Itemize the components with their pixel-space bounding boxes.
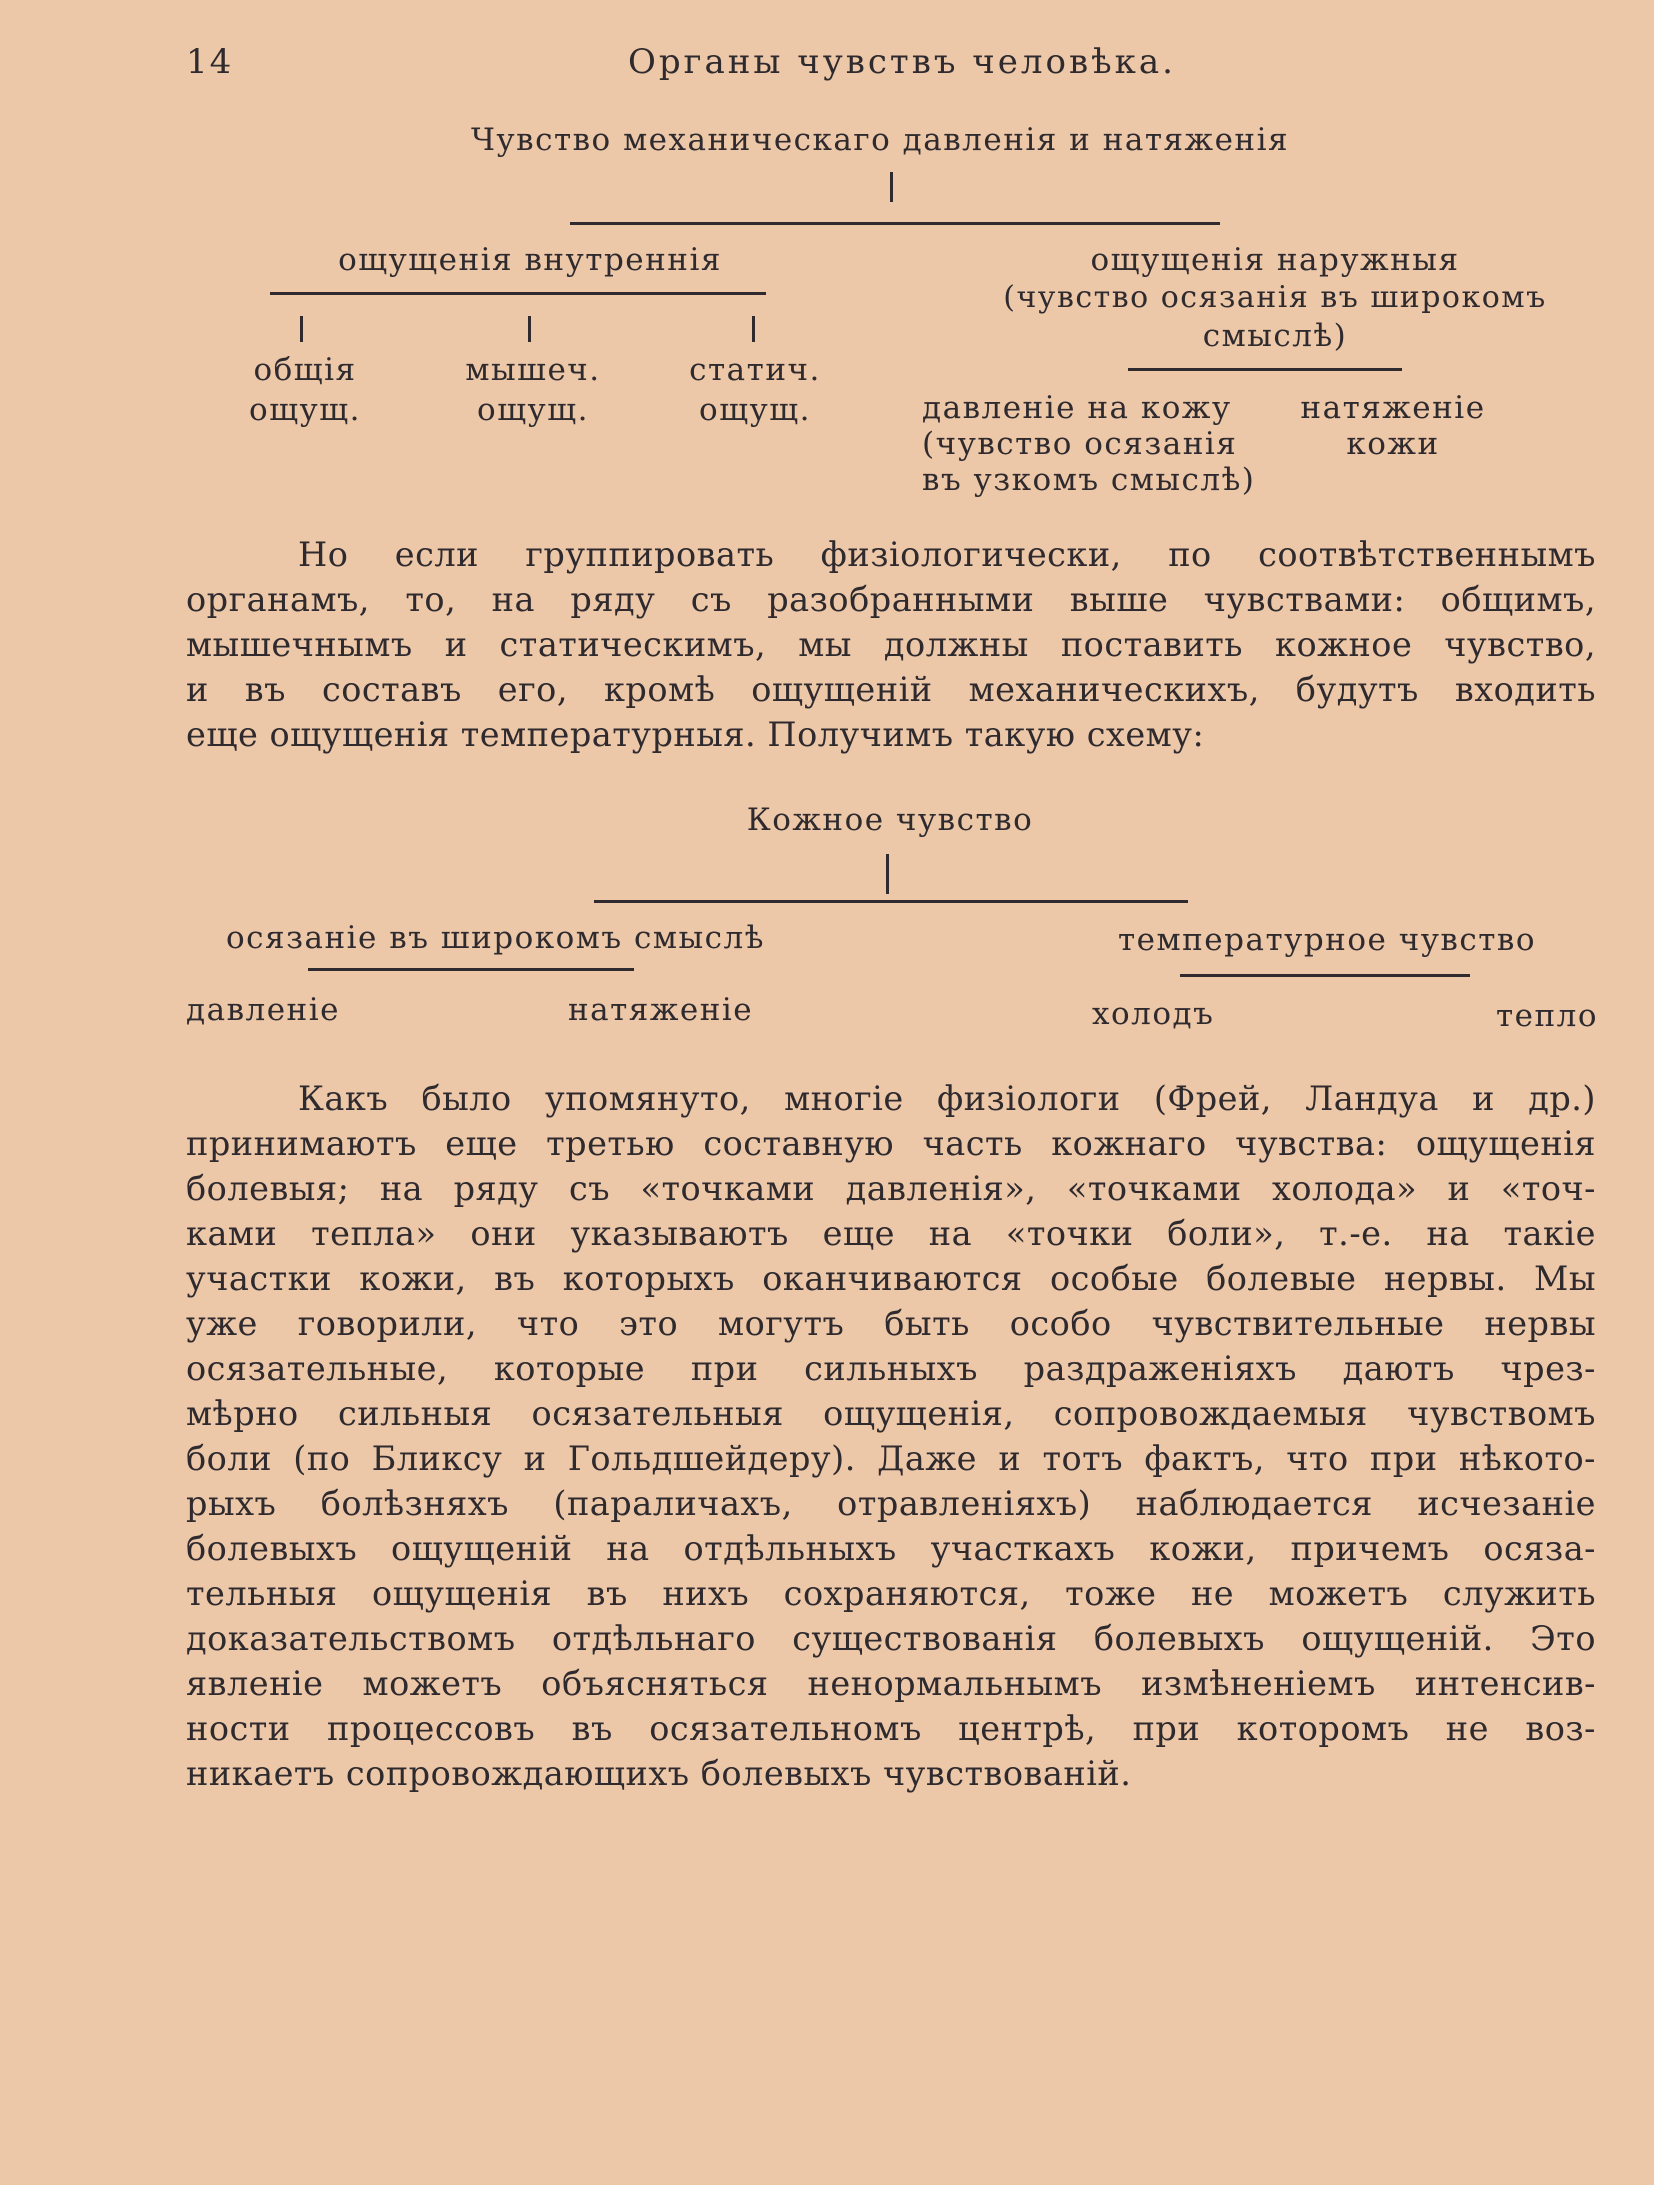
paragraph-line: мѣрно сильныя осязательныя ощущенія, сопровождаемыя чувствомъ bbox=[186, 1394, 1596, 1433]
scheme1-root-bar bbox=[570, 222, 1220, 225]
scheme1-general-2: ощущ. bbox=[249, 392, 361, 428]
scheme1-branch-general bbox=[300, 316, 303, 342]
paragraph-line: Какъ было упомянуто, многіе физіологи (Фрей, Ландуа и др.) bbox=[298, 1079, 1596, 1118]
paragraph-line: органамъ, то, на ряду съ разобранными выше чувствами: общимъ, bbox=[186, 580, 1596, 619]
paragraph-line: участки кожи, въ которыхъ оканчиваются особые болевые нервы. Мы bbox=[186, 1259, 1596, 1298]
scheme1-pressure-1: давленіе на кожу bbox=[922, 390, 1232, 426]
paragraph-1 bbox=[186, 532, 1596, 757]
paragraph-line: принимаютъ еще третью составную часть кожнаго чувства: ощущенія bbox=[186, 1124, 1596, 1163]
scheme1-static-1: статич. bbox=[689, 352, 821, 388]
scheme2-root-bar bbox=[594, 900, 1188, 903]
scheme2-touch: осязаніе въ широкомъ смыслѣ bbox=[226, 920, 765, 956]
paragraph-line: осязательные, которые при сильныхъ раздраженіяхъ даютъ чрез- bbox=[186, 1349, 1596, 1388]
scheme1-root: Чувство механическаго давленія и натяженія bbox=[470, 122, 1290, 158]
scheme2-temperature: температурное чувство bbox=[1118, 922, 1537, 958]
scheme2-temperature-bar bbox=[1180, 974, 1470, 977]
running-title: Органы чувствъ человѣка. bbox=[628, 42, 1176, 82]
scheme1-internal-bar bbox=[270, 292, 766, 295]
scheme1-root-stem bbox=[890, 172, 893, 202]
scheme1-general-1: общія bbox=[253, 352, 357, 388]
scheme2-root: Кожное чувство bbox=[746, 802, 1034, 838]
scheme1-external-3: смыслѣ) bbox=[1202, 318, 1348, 354]
scheme1-pressure-2: (чувство осязанія bbox=[922, 426, 1238, 462]
paragraph-line: мышечнымъ и статическимъ, мы должны поставить кожное чувство, bbox=[186, 625, 1596, 664]
scheme2-root-stem bbox=[886, 854, 889, 894]
scheme2-tension: натяженіе bbox=[568, 992, 754, 1028]
scheme1-external-2: (чувство осязанія въ широкомъ bbox=[1003, 280, 1547, 315]
paragraph-line: еще ощущенія температурныя. Получимъ такую схему: bbox=[186, 715, 1205, 754]
scheme1-branch-muscular bbox=[528, 316, 531, 342]
paragraph-line: болевыхъ ощущеній на отдѣльныхъ участкахъ кожи, причемъ осяза- bbox=[186, 1529, 1596, 1568]
paragraph-line: явленіе можетъ объясняться ненормальнымъ измѣненіемъ интенсив- bbox=[186, 1664, 1596, 1703]
paragraph-line: уже говорили, что это могутъ быть особо чувствительные нервы bbox=[186, 1304, 1596, 1343]
paragraph-line: боли (по Бликсу и Гольдшейдеру). Даже и тотъ фактъ, что при нѣкото- bbox=[186, 1439, 1596, 1478]
page-number: 14 bbox=[186, 42, 234, 82]
paragraph-line: доказательствомъ отдѣльнаго существованія болевыхъ ощущеній. Это bbox=[186, 1619, 1596, 1658]
scheme1-external-bar bbox=[1128, 368, 1402, 371]
scheme2-pressure: давленіе bbox=[186, 992, 340, 1028]
paragraph-line: болевыя; на ряду съ «точками давленія», «точками холода» и «точ- bbox=[186, 1169, 1596, 1208]
scheme1-muscular-2: ощущ. bbox=[477, 392, 589, 428]
paragraph-line: и въ составъ его, кромѣ ощущеній механическихъ, будутъ входить bbox=[186, 670, 1596, 709]
scheme2-touch-bar bbox=[308, 968, 634, 971]
paragraph-line: никаетъ сопровождающихъ болевыхъ чувствованій. bbox=[186, 1754, 1132, 1793]
scheme1-external-1: ощущенія наружныя bbox=[1090, 242, 1460, 278]
paragraph-line: ности процессовъ въ осязательномъ центрѣ, при которомъ не воз- bbox=[186, 1709, 1596, 1748]
scheme1-tension-2: кожи bbox=[1346, 426, 1440, 462]
scheme1-muscular-1: мышеч. bbox=[465, 352, 601, 388]
paragraph-line: тельныя ощущенія въ нихъ сохраняются, тоже не можетъ служить bbox=[186, 1574, 1596, 1613]
scheme2-cold: холодъ bbox=[1092, 996, 1215, 1032]
scheme1-branch-static bbox=[752, 316, 755, 342]
paragraph-2 bbox=[186, 1076, 1596, 1796]
scheme1-internal: ощущенія внутреннія bbox=[338, 242, 722, 278]
scheme1-tension-1: натяженіе bbox=[1300, 390, 1486, 426]
scheme1-pressure-3: въ узкомъ смыслѣ) bbox=[922, 462, 1256, 498]
paragraph-line: ками тепла» они указываютъ еще на «точки боли», т.-е. на такіе bbox=[186, 1214, 1596, 1253]
paragraph-line: рыхъ болѣзняхъ (параличахъ, отравленіяхъ) наблюдается исчезаніе bbox=[186, 1484, 1596, 1523]
paragraph-line: Но если группировать физіологически, по соотвѣтственнымъ bbox=[298, 535, 1596, 574]
scheme1-static-2: ощущ. bbox=[699, 392, 811, 428]
scheme2-warm: тепло bbox=[1496, 998, 1599, 1034]
